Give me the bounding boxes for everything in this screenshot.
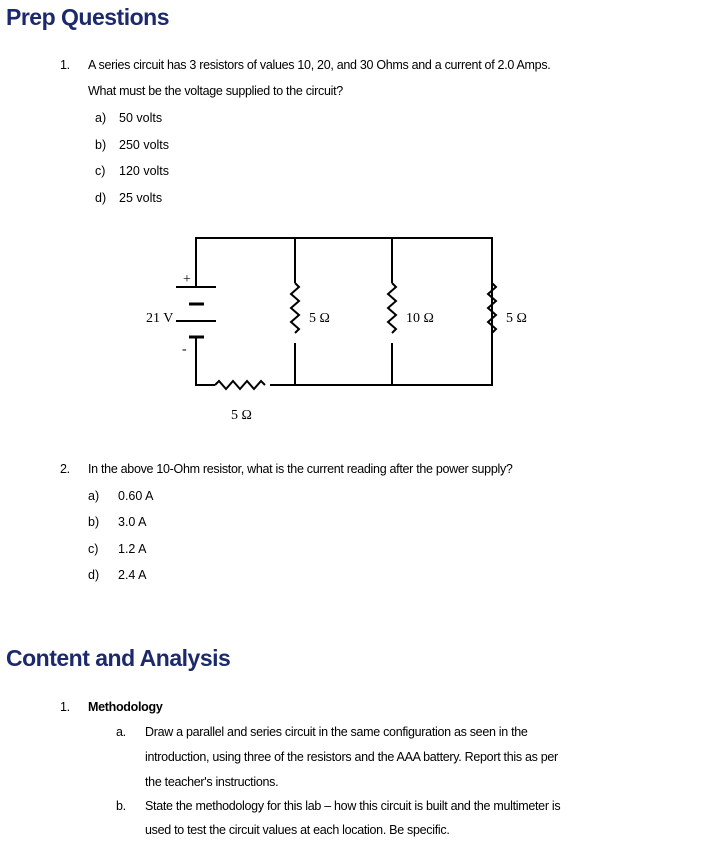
resistor-5-ohm-1 [291, 283, 299, 333]
q1-text-line1: A series circuit has 3 resistors of values 10, 20, and 30 Ohms and a current of 2.0 Amps. [88, 58, 551, 72]
item-b-line1: State the methodology for this lab – how this circuit is built and the multimeter is [145, 799, 561, 813]
q1-option-b: 250 volts [119, 138, 170, 152]
circuit-wires [196, 238, 492, 385]
item-b-letter: b. [116, 799, 126, 813]
item-a-letter: a. [116, 725, 126, 739]
section-title: Methodology [88, 700, 163, 714]
q1-option-d-letter: d) [95, 191, 107, 205]
resistor-10-ohm [388, 283, 396, 333]
r1-label: 5 Ω [309, 311, 330, 326]
q1-option-a-letter: a) [95, 111, 107, 125]
resistor-series-5-ohm [215, 381, 265, 389]
item-a-line1: Draw a parallel and series circuit in the same configuration as seen in the [145, 725, 528, 739]
q2-option-b: 3.0 A [118, 515, 147, 529]
q2-number: 2. [60, 462, 70, 476]
r2-label: 10 Ω [406, 311, 434, 326]
heading-content-analysis: Content and Analysis [6, 645, 231, 671]
battery-minus: - [182, 342, 187, 357]
r3-label: 5 Ω [506, 311, 527, 326]
q1-option-c: 120 volts [119, 164, 170, 178]
q2-option-a: 0.60 A [118, 489, 154, 503]
heading-prep-questions: Prep Questions [6, 4, 169, 30]
q1-option-a: 50 volts [119, 111, 163, 125]
item-b-line2: used to test the circuit values at each location. Be specific. [145, 823, 450, 837]
q2-option-b-letter: b) [88, 515, 100, 529]
q1-option-b-letter: b) [95, 138, 107, 152]
q1-text-line2: What must be the voltage supplied to the circuit? [88, 84, 343, 98]
q2-text: In the above 10-Ohm resistor, what is the current reading after the power supply? [88, 462, 513, 476]
q1-number: 1. [60, 58, 70, 72]
item-a-line2: introduction, using three of the resistors and the AAA battery. Report this as per [145, 750, 558, 764]
series-resistor-label: 5 Ω [231, 408, 252, 423]
q2-option-d: 2.4 A [118, 568, 147, 582]
q1-option-c-letter: c) [95, 164, 106, 178]
item-a-line3: the teacher's instructions. [145, 775, 279, 789]
q2-option-a-letter: a) [88, 489, 100, 503]
section-number: 1. [60, 700, 70, 714]
source-voltage-label: 21 V [146, 311, 174, 326]
q2-option-d-letter: d) [88, 568, 100, 582]
q2-option-c-letter: c) [88, 542, 99, 556]
q2-option-c: 1.2 A [118, 542, 147, 556]
battery-plus: + [183, 272, 191, 287]
q1-option-d: 25 volts [119, 191, 163, 205]
